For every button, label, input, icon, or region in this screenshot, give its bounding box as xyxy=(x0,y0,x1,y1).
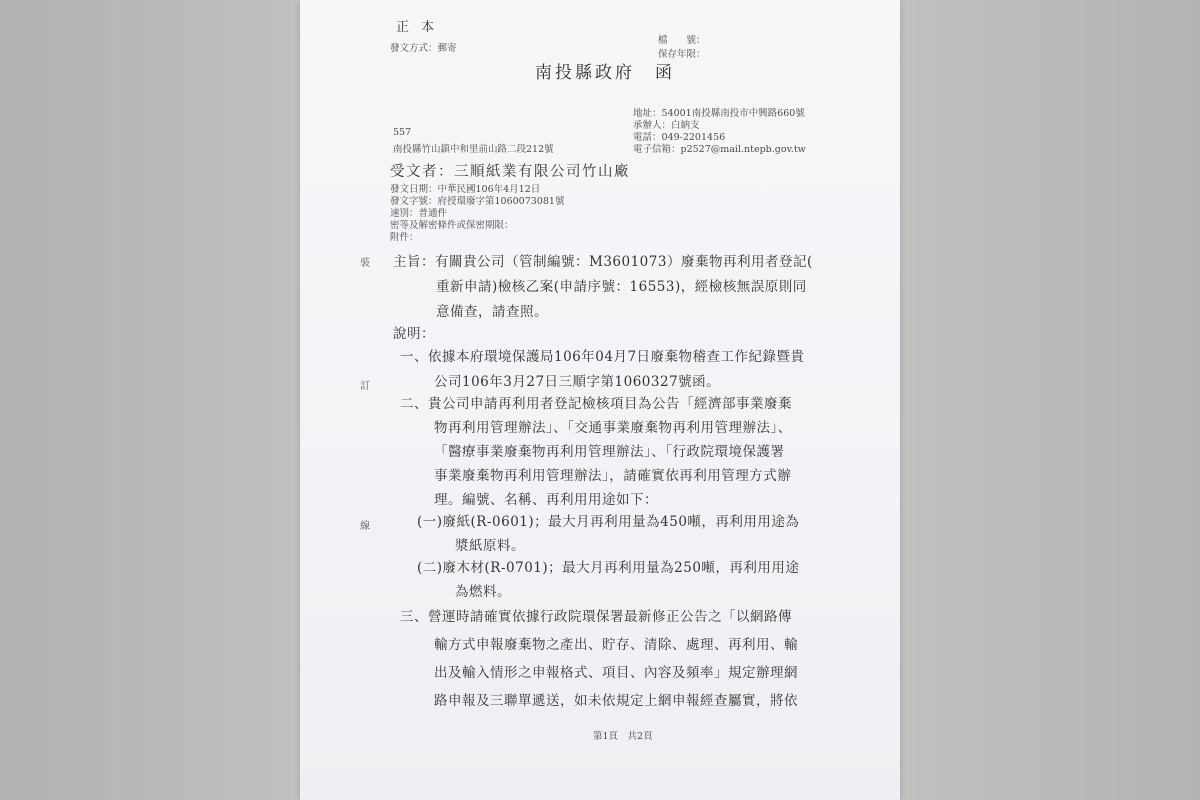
item-2-line-2: 物再利用管理辦法」、「交通事業廢棄物再利用管理辦法」、 xyxy=(434,420,792,436)
speed-class: 速別：普通件 xyxy=(390,208,448,219)
sender-phone: 電話：049-2201456 xyxy=(633,132,726,143)
background-left xyxy=(0,0,300,800)
retention-label: 保存年限： xyxy=(658,49,706,60)
sub-item-1-line-2: 漿紙原料。 xyxy=(455,538,525,554)
item-2-line-3: 「醫療事業廢棄物再利用管理辦法」、「行政院環境保護署 xyxy=(434,444,785,460)
copy-type-label: 正 本 xyxy=(396,20,439,35)
sub-item-2-line-1: (二)廢木材(R-0701)；最大月再利用量為250噸，再利用用途 xyxy=(417,560,800,576)
item-2-line-4: 事業廢棄物再利用管理辦法」，請確實依再利用管理方式辦 xyxy=(434,468,792,484)
item-2-line-5: 理。編號、名稱、再利用用途如下： xyxy=(434,492,658,508)
item-1-line-1: 一、依據本府環境保護局106年04月7日廢棄物稽查工作紀錄暨貴 xyxy=(400,349,805,365)
binding-mark-ding: 訂 xyxy=(360,381,370,392)
item-3-line-4: 路申報及三聯單遞送，如未依規定上網申報經查屬實，將依 xyxy=(434,693,798,709)
item-1-line-2: 公司106年3月27日三順字第1060327號函。 xyxy=(434,374,721,390)
document-title: 南投縣政府 函 xyxy=(535,63,675,83)
attachment-label: 附件： xyxy=(390,232,419,243)
sender-email: 電子信箱：p2527@mail.ntepb.gov.tw xyxy=(633,144,806,155)
explanation-label: 說明： xyxy=(393,326,435,342)
recipient-line: 受文者：三順紙業有限公司竹山廠 xyxy=(390,164,630,180)
recipient-zip: 557 xyxy=(393,127,412,138)
document-page xyxy=(300,0,900,800)
file-number-label: 檔 號： xyxy=(658,35,706,46)
item-2-line-1: 二、貴公司申請再利用者登記檢核項目為公告「經濟部事業廢棄 xyxy=(400,396,792,412)
subject-line-2: 重新申請)檢核乙案(申請序號：16553)，經檢核無誤原則同 xyxy=(436,279,807,295)
background-right xyxy=(900,0,1200,800)
sub-item-2-line-2: 為燃料。 xyxy=(455,584,511,600)
sub-item-1-line-1: (一)廢紙(R-0601)；最大月再利用量為450噸，再利用用途為 xyxy=(417,514,800,530)
document-number: 發文字號：府授環廢字第1060073081號 xyxy=(390,196,565,207)
sender-contact: 承辦人：白納支 xyxy=(633,120,700,131)
binding-mark-xian: 線 xyxy=(360,521,370,532)
send-method: 發文方式：郵寄 xyxy=(390,43,457,54)
item-3-line-3: 出及輸入情形之申報格式、項目、內容及頻率」規定辦理網 xyxy=(434,665,798,681)
recipient-address: 南投縣竹山鎮中和里前山路二段212號 xyxy=(393,144,554,155)
subject-line-3: 意備查，請查照。 xyxy=(436,304,548,320)
issue-date: 發文日期：中華民國106年4月12日 xyxy=(390,184,541,195)
security-level: 密等及解密條件或保密期限： xyxy=(390,220,514,231)
page-number: 第1頁 共2頁 xyxy=(593,731,653,742)
item-3-line-2: 輸方式申報廢棄物之產出、貯存、清除、處理、再利用、輸 xyxy=(434,637,798,653)
binding-mark-zhuang: 裝 xyxy=(360,258,370,269)
sender-address: 地址：54001南投縣南投市中興路660號 xyxy=(633,108,805,119)
subject-line-1: 主旨：有關貴公司（管制編號：M3601073）廢棄物再利用者登記( xyxy=(393,254,813,270)
item-3-line-1: 三、營運時請確實依據行政院環保署最新修正公告之「以網路傳 xyxy=(400,609,792,625)
